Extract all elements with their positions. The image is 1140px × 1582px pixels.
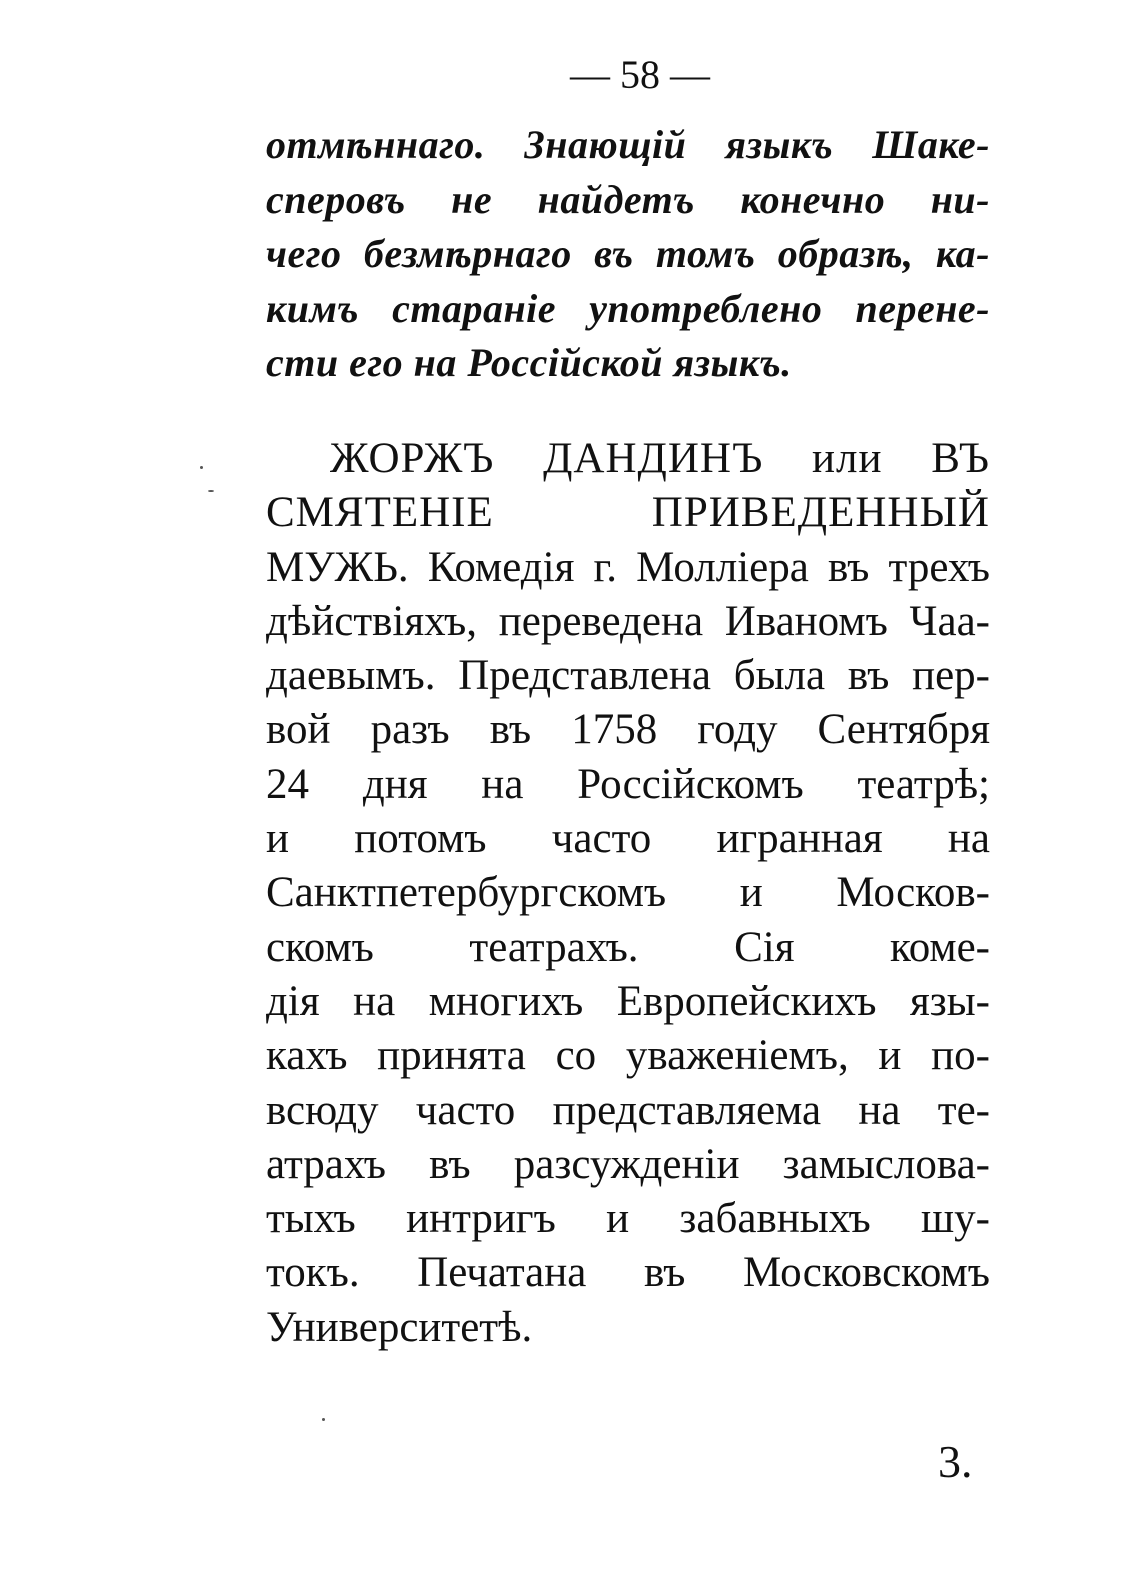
paper-speck	[208, 490, 214, 492]
text-line: дѣйствіяхъ, переведена Иваномъ Чаа-	[266, 597, 990, 645]
text-line: чего безмѣрнаго въ томъ образѣ, ка-	[266, 231, 990, 276]
entry-title-line: ЖОРЖЪ ДАНДИНЪ или ВЪ	[330, 435, 990, 482]
text-line: всюду часто представляема на те-	[266, 1086, 990, 1134]
text-line: МУЖЬ. Комедія г. Молліера въ трехъ	[266, 543, 990, 591]
text-line: сти его на Россійской языкъ.	[266, 340, 792, 385]
text-line: кахъ принята со уваженіемъ, и по-	[266, 1032, 990, 1080]
text-line: 24 дня на Россійскомъ театрѣ;	[266, 760, 990, 808]
text-line: тыхъ интригъ и забавныхъ шу-	[266, 1195, 990, 1243]
catalog-entry	[266, 432, 990, 1355]
text-line: даевымъ. Представлена была въ пер-	[266, 652, 990, 700]
paper-speck	[322, 1418, 325, 1421]
text-line: скомъ театрахъ. Сія коме-	[266, 923, 990, 971]
page-number: — 58 —	[570, 52, 710, 97]
text-line: дія на многихъ Европейскихъ язы-	[266, 977, 990, 1025]
text-line: атрахъ въ разсужденіи замыслова-	[266, 1140, 990, 1188]
text-line: Санктпетербургскомъ и Москов-	[266, 869, 990, 917]
text-line: отмѣннаго. Знающій языкъ Шаке-	[266, 122, 990, 167]
paper-speck	[200, 466, 203, 469]
signature-mark: 3.	[938, 1436, 973, 1487]
text-line: сперовъ не найдетъ конечно ни-	[266, 176, 990, 222]
text-line: Университетѣ.	[266, 1303, 533, 1351]
text-line: токъ. Печатана въ Московскомъ	[266, 1249, 990, 1297]
text-line: вой разъ въ 1758 году Сентября	[266, 706, 990, 754]
text-line: и потомъ часто игранная на	[266, 815, 990, 863]
text-line: кимъ стараніе употреблено перене-	[266, 285, 990, 331]
continuation-paragraph	[266, 118, 990, 391]
entry-title-line: СМЯТЕНІЕ ПРИВЕДЕННЫЙ	[266, 489, 990, 537]
